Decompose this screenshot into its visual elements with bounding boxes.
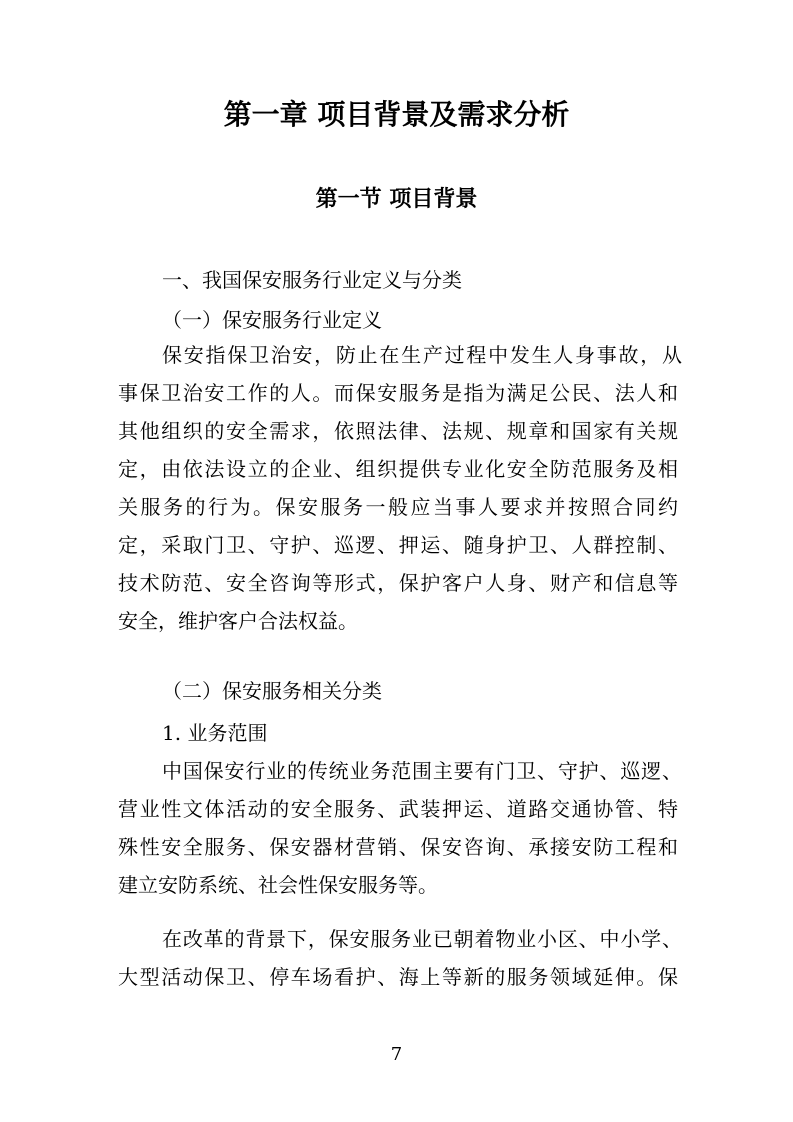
section-title: 第一节 项目背景 — [315, 187, 478, 212]
paragraph-line: 技术防范、安全咨询等形式，保护客户人身、财产和信息等 — [118, 571, 678, 595]
heading-level-1: 一、我国保安服务行业定义与分类 — [162, 268, 462, 292]
paragraph-line: 定，采取门卫、守护、巡逻、押运、随身护卫、人群控制、 — [118, 533, 678, 557]
paragraph-line: 大型活动保卫、停车场看护、海上等新的服务领域延伸。保 — [118, 965, 678, 989]
paragraph-line: 殊性安全服务、保安器材营销、保安咨询、承接安防工程和 — [118, 835, 678, 859]
paragraph-line: 其他组织的安全需求，依照法律、法规、规章和国家有关规 — [118, 419, 678, 443]
paragraph-line: 定，由依法设立的企业、组织提供专业化安全防范服务及相 — [118, 457, 678, 481]
chapter-title: 第一章 项目背景及需求分析 — [223, 98, 570, 131]
paragraph-line: 建立安防系统、社会性保安服务等。 — [118, 873, 438, 897]
paragraph-line: 安全，维护客户合法权益。 — [118, 609, 358, 633]
subheading-definition: （一）保安服务行业定义 — [162, 308, 382, 332]
paragraph-line: 在改革的背景下，保安服务业已朝着物业小区、中小学、 — [162, 927, 682, 951]
paragraph-line: 中国保安行业的传统业务范围主要有门卫、守护、巡逻、 — [162, 759, 682, 783]
page-number: 7 — [390, 1044, 403, 1065]
paragraph-line: 关服务的行为。保安服务一般应当事人要求并按照合同约 — [118, 495, 678, 519]
paragraph-line: 事保卫治安工作的人。而保安服务是指为满足公民、法人和 — [118, 381, 678, 405]
paragraph-line: 营业性文体活动的安全服务、武装押运、道路交通协管、特 — [118, 797, 678, 821]
paragraph-line: 保安指保卫治安，防止在生产过程中发生人身事故，从 — [162, 343, 682, 367]
subheading-classification: （二）保安服务相关分类 — [162, 679, 382, 703]
list-item-business-scope: 1. 业务范围 — [162, 721, 268, 745]
